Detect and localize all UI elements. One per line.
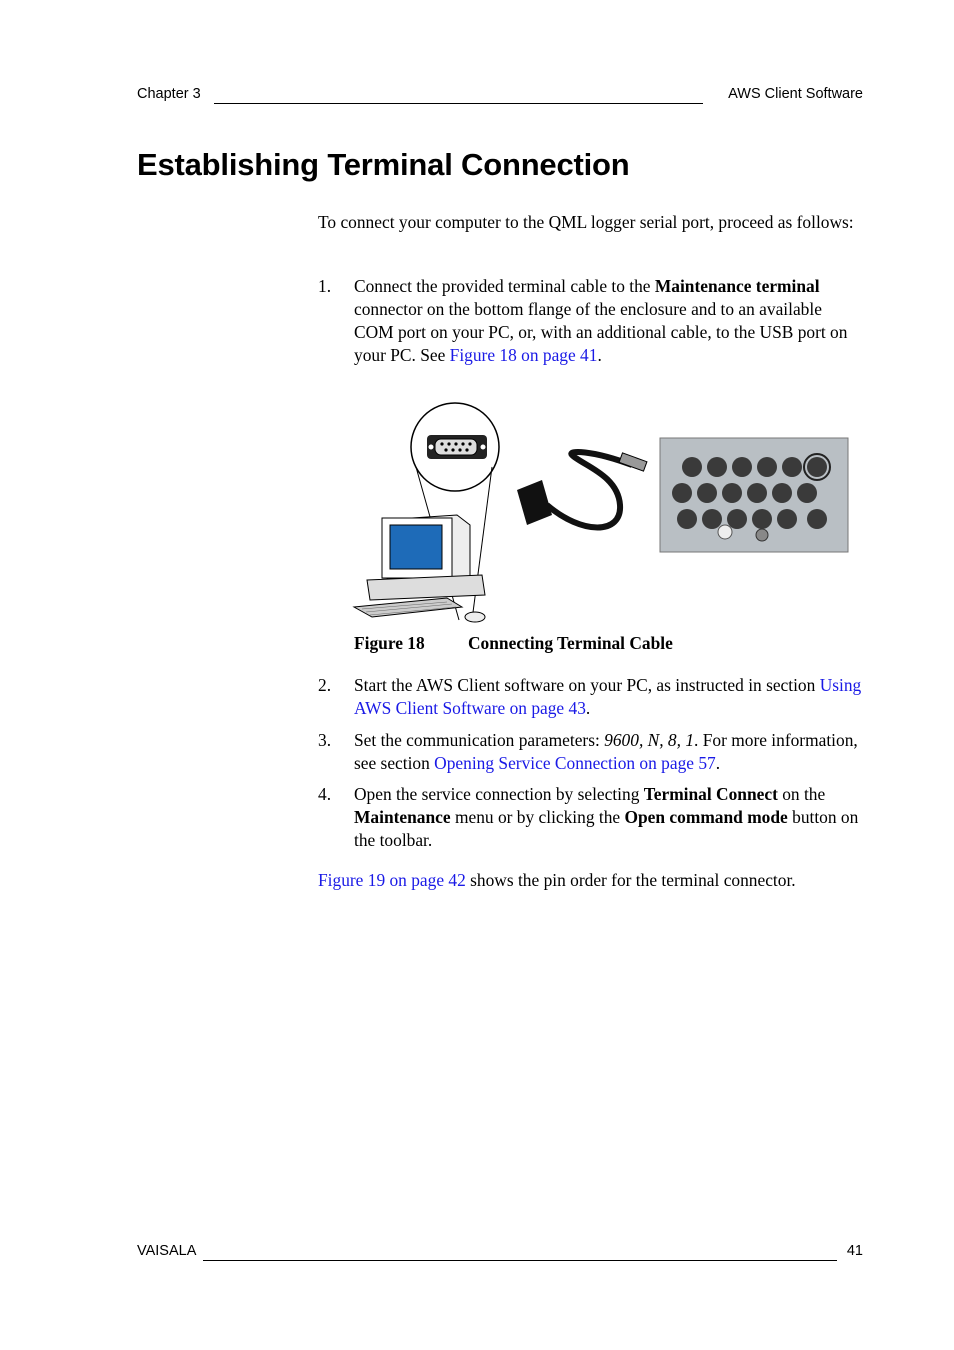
- page-title: Establishing Terminal Connection: [137, 147, 630, 182]
- step-number: 1.: [318, 276, 332, 296]
- closing-paragraph: Figure 19 on page 42 shows the pin order for the terminal connector.: [318, 870, 796, 890]
- step-number: 3.: [318, 730, 332, 750]
- page-footer: [137, 1243, 863, 1263]
- company-name: VAISALA: [137, 1243, 197, 1259]
- section-link[interactable]: Opening Service Connection on page 57: [434, 753, 716, 773]
- section-link[interactable]: Using AWS Client Software on page 43: [354, 675, 862, 718]
- header-rule: [214, 103, 703, 104]
- page-number: 41: [846, 1243, 863, 1259]
- figure-label: Figure 18: [354, 633, 425, 653]
- intro-paragraph: To connect your computer to the QML logger serial port, proceed as follows:: [318, 212, 854, 232]
- step-text: Start the AWS Client software on your PC, as instructed in section Using AWS Client Software on page 43.: [354, 675, 862, 718]
- enclosure-panel-image: [660, 438, 848, 552]
- terminal-cable-icon: [517, 452, 647, 527]
- step-text: Set the communication parameters: 9600, N, 8, 1. For more information, see section Opening Service Connection on page 57.: [354, 730, 858, 773]
- figure-caption: [354, 633, 673, 654]
- footer-rule: [203, 1260, 837, 1261]
- figure-title: Connecting Terminal Cable: [468, 633, 673, 653]
- step-number: 4.: [318, 784, 332, 804]
- step-text: Connect the provided terminal cable to the Maintenance terminal connector on the bottom flange of the enclosure and to an available COM port on your PC, or, with an additional cable, to the USB port on your PC. See Figure 18 on page 41.: [354, 276, 848, 365]
- step-text: Open the service connection by selecting Terminal Connect on the Maintenance menu or by clicking the Open command mode button on the toolbar.: [354, 784, 859, 850]
- figure-image: [352, 395, 852, 630]
- figure-link[interactable]: Figure 19 on page 42: [318, 870, 466, 890]
- page-header: [137, 86, 863, 106]
- step-number: 2.: [318, 675, 332, 695]
- chapter-label: Chapter 3: [137, 86, 201, 102]
- computer-icon: [354, 515, 485, 622]
- figure-link[interactable]: Figure 18 on page 41: [449, 345, 598, 365]
- section-label: AWS Client Software: [728, 86, 863, 102]
